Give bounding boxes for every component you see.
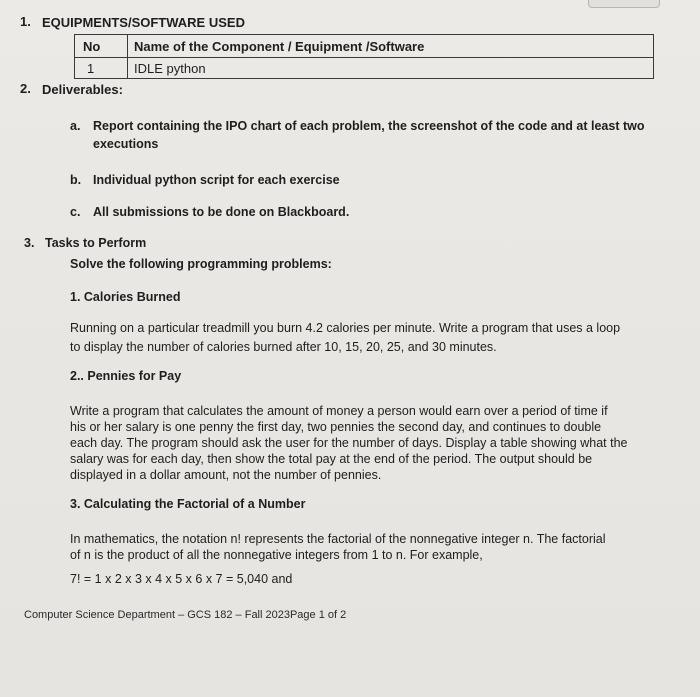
section2-number: 2. — [20, 81, 31, 96]
table-cell: IDLE python — [128, 58, 654, 79]
table-header-cell: No — [75, 35, 128, 58]
problem-title: 1. Calories Burned — [70, 290, 181, 304]
deliverable-marker: b. — [70, 173, 82, 187]
table-header-row — [75, 35, 654, 58]
problem-text-line: In mathematics, the notation n! represents the factorial of the nonnegative integer n. The factorial — [70, 532, 606, 546]
problem-title: 2.. Pennies for Pay — [70, 369, 182, 383]
table-row — [75, 58, 654, 79]
section1-number: 1. — [20, 14, 31, 29]
problem-text-line: of n is the product of all the nonnegative integers from 1 to n. For example, — [70, 548, 483, 562]
section3-title: Tasks to Perform — [45, 236, 147, 250]
table-cell: 1 — [75, 58, 128, 79]
equipment-table — [74, 34, 654, 79]
problem-text-line: Write a program that calculates the amount of money a person would earn over a period of time if — [70, 404, 608, 418]
problem-text-line: his or her salary is one penny the first day, two pennies the second day, and continues to double — [70, 420, 602, 434]
deliverable-text: Individual python script for each exercise — [93, 173, 340, 187]
deliverable-text: Report containing the IPO chart of each problem, the screenshot of the code and at least two — [93, 119, 645, 133]
problem-text-line: to display the number of calories burned after 10, 15, 20, 25, and 30 minutes. — [70, 340, 497, 354]
section3-subtitle: Solve the following programming problems: — [70, 257, 332, 271]
problem-text-line: each day. The program should ask the user for the number of days. Display a table showing what the — [70, 436, 628, 450]
section3-number: 3. — [24, 236, 35, 250]
deliverable-marker: a. — [70, 119, 81, 133]
deliverable-text: All submissions to be done on Blackboard. — [93, 205, 350, 219]
deliverable-text: executions — [93, 137, 159, 151]
problem-text-line: Running on a particular treadmill you burn 4.2 calories per minute. Write a program that uses a loop — [70, 321, 621, 335]
problem-text-line: salary was for each day, then show the total pay at the end of the period. The output should be — [70, 452, 593, 466]
section2-title: Deliverables: — [42, 82, 123, 97]
section1-title: EQUIPMENTS/SOFTWARE USED — [42, 15, 245, 30]
factorial-example: 7! = 1 x 2 x 3 x 4 x 5 x 6 x 7 = 5,040 and — [70, 572, 293, 586]
problem-title: 3. Calculating the Factorial of a Number — [70, 497, 306, 511]
page-footer: Computer Science Department – GCS 182 – Fall 2023Page 1 of 2 — [24, 609, 347, 621]
table-header-cell: Name of the Component / Equipment /Software — [128, 35, 654, 58]
page-edge-artifact — [588, 0, 660, 8]
problem-text-line: displayed in a dollar amount, not the number of pennies. — [70, 468, 382, 482]
deliverable-marker: c. — [70, 205, 81, 219]
